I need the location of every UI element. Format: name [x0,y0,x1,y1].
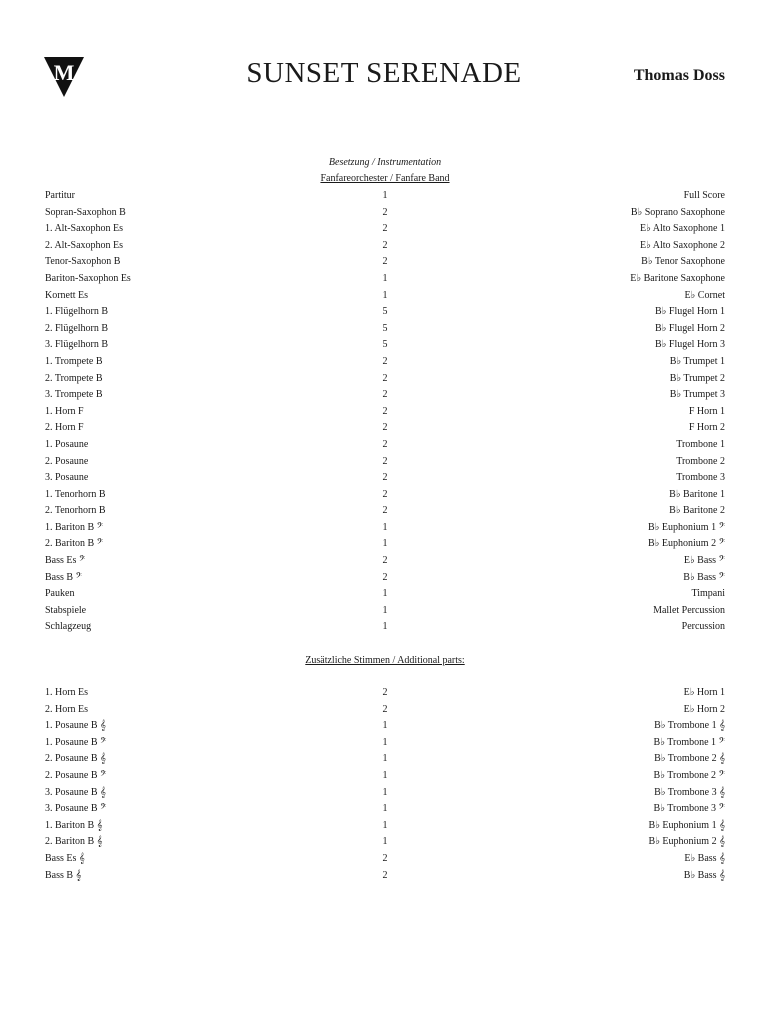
part-row [45,751,725,768]
part-name-english: B♭ Euphonium 1 𝄞 [648,819,725,831]
part-row [45,454,725,471]
part-quantity: 2 [382,703,388,715]
part-name-english: B♭ Euphonium 2 𝄞 [648,836,725,848]
part-row [45,619,725,636]
part-name-english: E♭ Cornet [684,289,725,301]
part-row [45,570,725,587]
part-quantity: 1 [382,621,388,633]
part-name-english: E♭ Horn 1 [683,687,725,698]
part-name-german: 2. Posaune B 𝄢 [45,769,107,781]
part-name-german: 2. Flügelhorn B [45,322,109,334]
part-name-german: Sopran-Saxophon B [45,206,126,218]
part-quantity: 1 [382,786,388,798]
part-quantity: 5 [382,339,388,351]
part-name-german: 1. Horn Es [45,687,89,698]
part-name-german: 1. Posaune B 𝄞 [45,720,106,732]
part-quantity: 1 [382,720,388,732]
part-row [45,221,725,238]
part-name-english: B♭ Trumpet 1 [669,355,725,367]
part-row [45,337,725,354]
part-quantity: 2 [382,405,388,417]
part-row [45,420,725,437]
part-row [45,354,725,371]
part-name-english: B♭ Trombone 3 𝄞 [654,786,725,798]
part-name-english: B♭ Flugel Horn 3 [655,339,725,351]
part-quantity: 1 [382,604,388,616]
part-quantity: 2 [382,571,388,583]
part-name-english: F Horn 2 [688,422,725,434]
part-quantity: 1 [382,753,388,765]
instrumentation-list [45,188,725,636]
part-name-german: 3. Trompete B [45,389,103,401]
part-row [45,520,725,537]
part-name-german: 1. Horn F [45,405,84,417]
part-quantity: 2 [382,555,388,567]
part-name-german: 1. Alt-Saxophon Es [45,223,124,235]
part-row [45,205,725,222]
part-row [45,437,725,454]
part-quantity: 2 [382,355,388,367]
additional-parts-list [45,685,725,884]
part-name-german: Bass B 𝄢 [45,571,82,583]
part-name-german: Tenor-Saxophon B [45,256,121,268]
part-quantity: 5 [382,306,388,318]
part-name-german: Schlagzeug [45,621,92,633]
part-quantity: 2 [382,206,388,218]
part-name-english: Timpani [691,588,725,600]
part-quantity: 2 [382,852,388,864]
band-heading: Fanfareorchester / Fanfare Band [320,173,450,184]
part-row [45,404,725,421]
part-quantity: 1 [382,803,388,815]
part-row [45,586,725,603]
composer-name: Thomas Doss [633,67,725,84]
part-name-english: B♭ Flugel Horn 2 [655,322,725,334]
part-row [45,851,725,868]
part-name-english: F Horn 1 [688,405,725,417]
part-name-english: B♭ Flugel Horn 1 [655,306,725,318]
part-quantity: 1 [382,588,388,600]
part-row [45,801,725,818]
part-row [45,536,725,553]
part-row [45,818,725,835]
part-name-english: E♭ Bass 𝄢 [683,555,725,567]
part-quantity: 2 [382,488,388,500]
part-name-german: Stabspiele [45,604,87,616]
part-name-german: Pauken [45,588,75,600]
part-row [45,254,725,271]
part-name-english: Trombone 3 [676,472,725,484]
page-title: SUNSET SERENADE [246,57,522,89]
part-name-german: 1. Tenorhorn B [45,488,106,500]
part-quantity: 5 [382,322,388,334]
part-name-english: B♭ Trombone 1 𝄞 [654,720,725,732]
part-row [45,470,725,487]
part-name-german: Bass B 𝄞 [45,869,82,881]
part-row [45,304,725,321]
part-name-english: B♭ Bass 𝄞 [683,869,725,881]
additional-parts-heading: Zusätzliche Stimmen / Additional parts: [305,655,465,666]
part-quantity: 1 [382,538,388,550]
part-name-english: B♭ Trumpet 3 [669,389,725,401]
part-row [45,718,725,735]
part-name-english: Trombone 2 [676,455,725,467]
part-row [45,702,725,719]
part-name-german: 1. Flügelhorn B [45,306,109,318]
part-row [45,868,725,885]
part-row [45,387,725,404]
part-name-german: Partitur [45,190,75,201]
part-row [45,371,725,388]
part-quantity: 2 [382,869,388,881]
part-name-german: 2. Horn F [45,422,84,434]
part-quantity: 1 [382,521,388,533]
part-name-german: 3. Posaune [45,472,89,484]
part-name-english: E♭ Horn 2 [683,703,725,715]
part-name-english: B♭ Euphonium 1 𝄢 [648,521,725,533]
part-name-german: 3. Flügelhorn B [45,339,109,351]
part-name-english: B♭ Trumpet 2 [669,372,725,384]
part-name-english: B♭ Trombone 3 𝄢 [653,803,725,815]
part-quantity: 2 [382,256,388,268]
part-name-german: 1. Trompete B [45,355,103,367]
part-quantity: 1 [382,836,388,848]
part-name-english: Trombone 1 [676,438,725,450]
part-name-german: 3. Posaune B 𝄢 [45,803,107,815]
part-name-german: Kornett Es [45,289,89,301]
part-quantity: 2 [382,687,388,698]
part-name-english: B♭ Bass 𝄢 [683,571,725,583]
part-name-german: 2. Bariton B 𝄢 [45,538,104,550]
logo-letter: M [53,60,75,85]
part-quantity: 2 [382,239,388,251]
part-name-english: E♭ Alto Saxophone 1 [640,223,725,235]
part-quantity: 2 [382,223,388,235]
part-row [45,735,725,752]
part-quantity: 1 [382,819,388,831]
part-quantity: 1 [382,289,388,301]
part-name-english: B♭ Soprano Saxophone [630,206,725,218]
part-name-english: E♭ Baritone Saxophone [630,272,725,284]
part-name-english: B♭ Baritone 1 [669,488,725,500]
part-row [45,487,725,504]
part-name-english: E♭ Alto Saxophone 2 [640,239,725,251]
part-name-german: 1. Posaune B 𝄢 [45,736,107,748]
part-name-english: E♭ Bass 𝄞 [684,852,725,864]
part-quantity: 1 [382,736,388,748]
instrumentation-caption: Besetzung / Instrumentation [328,157,442,168]
part-name-german: Bass Es 𝄞 [45,852,85,864]
part-name-german: 2. Tenorhorn B [45,505,106,517]
part-name-english: B♭ Tenor Saxophone [641,256,725,268]
part-name-english: B♭ Baritone 2 [669,505,725,517]
part-row [45,685,725,702]
part-name-english: B♭ Trombone 2 𝄞 [654,753,725,765]
part-row [45,768,725,785]
part-name-english: B♭ Trombone 2 𝄢 [653,769,725,781]
part-name-english: B♭ Euphonium 2 𝄢 [648,538,725,550]
part-name-english: B♭ Trombone 1 𝄢 [653,736,725,748]
part-row [45,834,725,851]
part-name-german: 1. Posaune [45,438,89,450]
part-name-english: Percussion [681,621,725,633]
part-name-german: 1. Bariton B 𝄞 [45,819,103,831]
part-row [45,503,725,520]
part-row [45,271,725,288]
part-quantity: 2 [382,372,388,384]
part-quantity: 1 [382,272,388,284]
part-quantity: 2 [382,455,388,467]
part-row [45,785,725,802]
part-name-german: Bass Es 𝄢 [45,555,86,567]
part-quantity: 1 [382,769,388,781]
part-quantity: 2 [382,505,388,517]
part-name-english: Mallet Percussion [653,604,725,616]
part-row [45,321,725,338]
part-quantity: 2 [382,438,388,450]
part-name-german: Bariton-Saxophon Es [45,272,131,284]
part-row [45,603,725,620]
part-quantity: 2 [382,422,388,434]
part-name-german: 2. Posaune [45,455,89,467]
part-name-german: 3. Posaune B 𝄞 [45,786,106,798]
part-quantity: 2 [382,389,388,401]
part-quantity: 1 [382,190,388,201]
part-row [45,238,725,255]
part-row [45,288,725,305]
part-name-german: 1. Bariton B 𝄢 [45,521,104,533]
part-name-english: Full Score [683,190,725,201]
part-name-german: 2. Alt-Saxophon Es [45,239,124,251]
part-name-german: 2. Bariton B 𝄞 [45,836,103,848]
part-name-german: 2. Posaune B 𝄞 [45,753,106,765]
part-row [45,188,725,205]
part-row [45,553,725,570]
part-name-german: 2. Trompete B [45,372,103,384]
part-name-german: 2. Horn Es [45,703,89,715]
part-quantity: 2 [382,472,388,484]
